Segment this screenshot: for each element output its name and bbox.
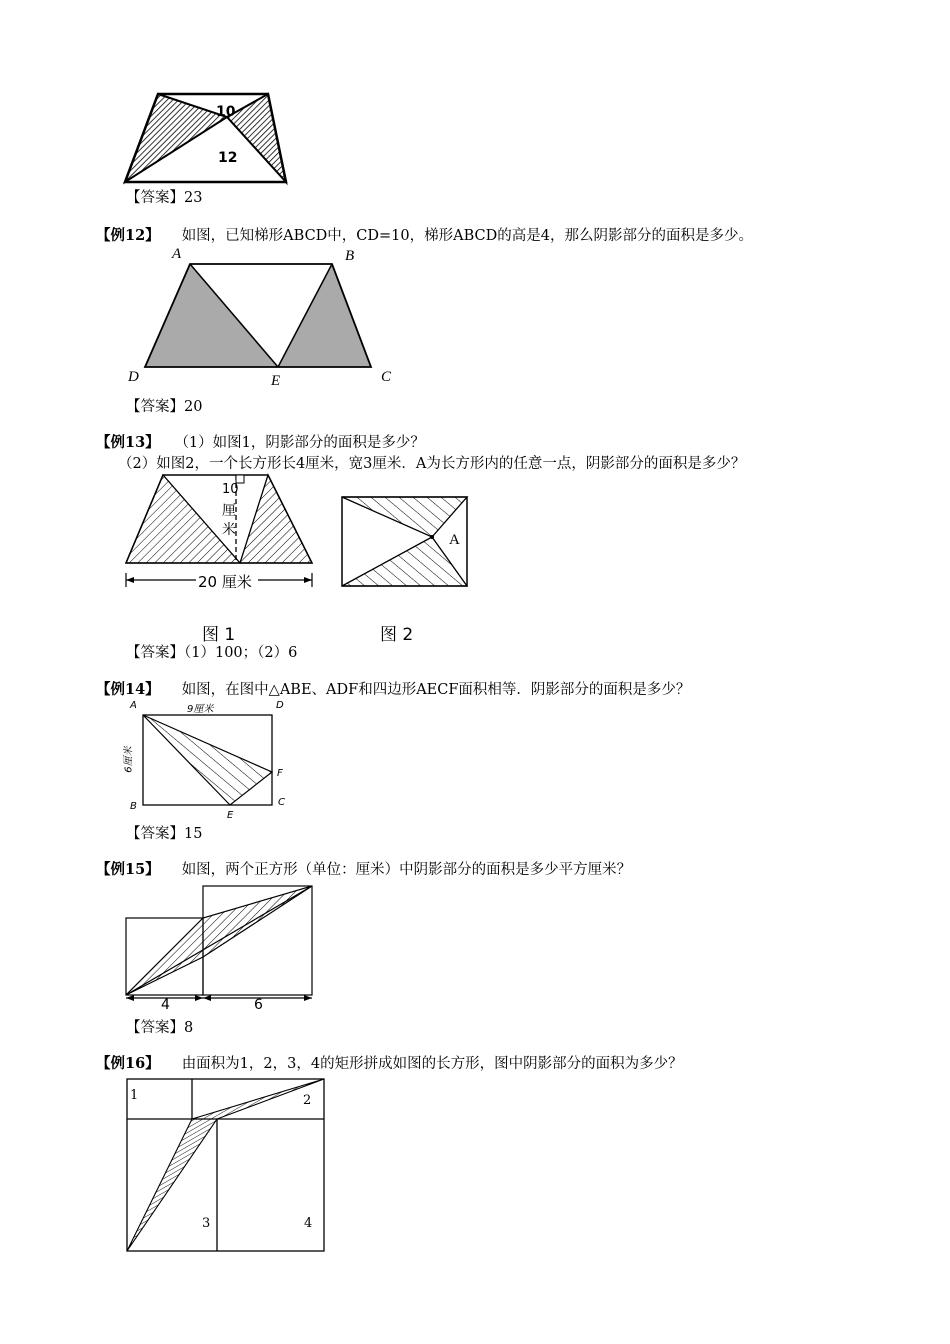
point-a: A <box>172 246 182 262</box>
example-12-question <box>96 227 753 245</box>
question-text: 由面积为1，2，3，4的矩形拼成如图的长方形，图中阴影部分的面积为多少？ <box>181 1056 683 1072</box>
example-label: 【例16】 <box>96 1055 160 1072</box>
example-13-question-1 <box>96 434 425 452</box>
answer-label: 【答案】 <box>126 826 184 842</box>
width-label: 20 厘米 <box>198 573 252 591</box>
example-label: 【例13】 <box>96 434 160 451</box>
answer-label: 【答案】 <box>126 645 184 661</box>
answer-11 <box>126 186 202 207</box>
question-text-1: （1）如图1，阴影部分的面积是多少？ <box>181 435 425 451</box>
diagonal-line <box>126 886 312 995</box>
point-d: D <box>276 700 284 711</box>
height-label-unit-2: 米 <box>222 522 236 538</box>
point-a-dot <box>430 535 434 539</box>
shaded-triangle-right <box>240 475 312 563</box>
shaded-triangle-aef <box>143 715 272 805</box>
example-16-question <box>96 1055 683 1073</box>
question-text: 如图，已知梯形ABCD中，CD=10，梯形ABCD的高是4，那么阴影部分的面积是多少。 <box>181 228 753 244</box>
answer-15 <box>126 1016 193 1037</box>
area-label-4: 4 <box>304 1216 313 1231</box>
area-label-3: 3 <box>202 1216 211 1231</box>
dim-arrow-3 <box>203 995 211 1001</box>
example-14-question <box>96 681 690 699</box>
top-dimension: 9厘米 <box>187 704 214 715</box>
arrow-left <box>126 577 134 583</box>
answer-value: 20 <box>184 399 203 415</box>
example-12-diagram <box>140 255 380 375</box>
answer-13 <box>126 641 297 662</box>
example-16-diagram <box>125 1076 330 1254</box>
point-e: E <box>227 810 234 821</box>
caption-figure-2: 图 2 <box>380 625 414 645</box>
point-c: C <box>278 797 285 808</box>
point-f: F <box>277 768 283 779</box>
answer-value: 15 <box>184 826 203 842</box>
answer-label: 【答案】 <box>126 190 184 206</box>
shaded-triangle-top <box>342 497 467 537</box>
height-label-unit-1: 厘 <box>222 503 236 519</box>
arrow-right <box>304 577 312 583</box>
dim-label-large: 6 <box>254 997 263 1013</box>
shaded-triangle-ade <box>145 264 278 367</box>
point-e: E <box>271 373 281 389</box>
answer-value: 23 <box>184 190 203 206</box>
example-15-diagram <box>120 880 320 1020</box>
area-label-1: 1 <box>130 1088 139 1103</box>
caption-figure-1: 图 1 <box>202 625 236 645</box>
answer-value: 8 <box>184 1020 194 1036</box>
answer-value: （1）100；（2）6 <box>184 645 298 661</box>
dim-arrow-2 <box>195 995 203 1001</box>
point-c: C <box>381 369 392 385</box>
point-a: A <box>130 700 137 711</box>
answer-14 <box>126 822 202 843</box>
example-label: 【例15】 <box>96 861 160 878</box>
answer-12 <box>126 395 202 416</box>
point-b: B <box>130 801 137 812</box>
example-15-question <box>96 861 631 879</box>
answer-label: 【答案】 <box>126 399 184 415</box>
example-label: 【例14】 <box>96 681 160 698</box>
height-label-number: 10 <box>222 482 239 497</box>
dim-arrow-1 <box>126 995 134 1001</box>
question-text: 如图，两个正方形（单位：厘米）中阴影部分的面积是多少平方厘米？ <box>181 862 632 878</box>
point-b: B <box>345 248 355 264</box>
example-13-question-2: （2）如图2，一个长方形长4厘米，宽3厘米．A为长方形内的任意一点，阴影部分的面积是多少？ <box>118 456 746 472</box>
example-label: 【例12】 <box>96 227 160 244</box>
answer-label: 【答案】 <box>126 1020 184 1036</box>
fig11-label-12: 12 <box>218 150 238 166</box>
dim-label-small: 4 <box>161 997 170 1013</box>
fig11-label-10: 10 <box>216 104 236 120</box>
fig2-point-a: A <box>449 532 460 548</box>
example-14-diagram <box>140 710 280 810</box>
area-label-2: 2 <box>303 1093 312 1108</box>
outer-rectangle <box>127 1079 324 1251</box>
dim-arrow-4 <box>304 995 312 1001</box>
point-d: D <box>128 369 139 385</box>
shaded-region-lower <box>127 1119 217 1251</box>
left-dimension: 6厘米 <box>123 746 135 773</box>
question-text: 如图，在图中△ABE、ADF和四边形AECF面积相等．阴影部分的面积是多少？ <box>181 682 691 698</box>
figure-11-diagram <box>120 90 295 185</box>
